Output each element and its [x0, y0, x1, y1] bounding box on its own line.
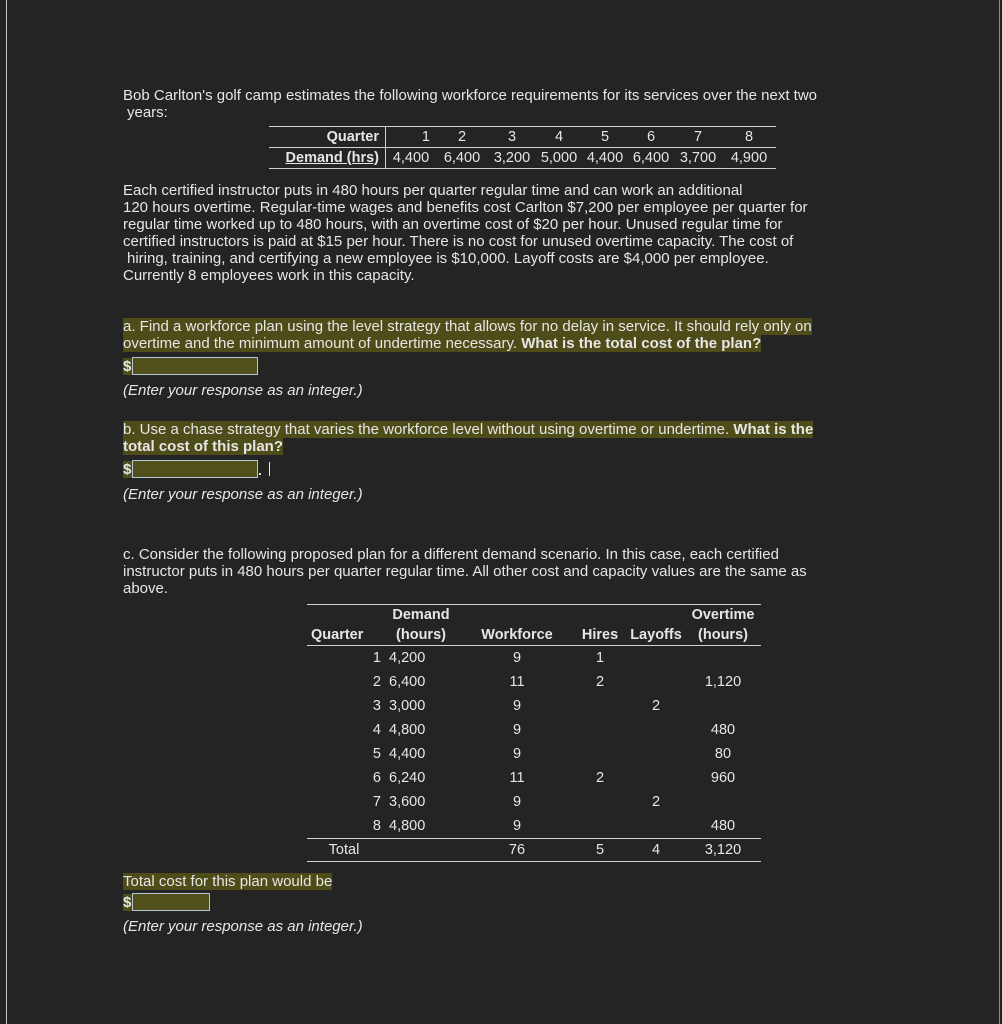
layoffs-cell — [627, 742, 685, 766]
overtime-cell: 480 — [710, 721, 736, 738]
part-b-hint: (Enter your response as an integer.) — [123, 486, 363, 503]
workforce-cell: 9 — [512, 649, 522, 666]
part-c-question — [123, 546, 913, 597]
table-row — [307, 814, 761, 839]
part-b-answer-input[interactable] — [132, 460, 258, 478]
layoffs-cell — [627, 814, 685, 839]
total-cost-label-wrap — [123, 873, 898, 890]
currency-symbol: $ — [123, 893, 132, 911]
description-line: Each certified instructor puts in 480 hours per quarter regular time and can work an additional — [123, 182, 743, 199]
demand-hours-header: (hours) — [381, 625, 461, 646]
table-row — [307, 646, 761, 671]
table-row — [307, 694, 761, 718]
total-label: Total — [307, 839, 381, 862]
demand-cell: 6,240 — [389, 769, 426, 786]
part-b-question — [123, 421, 913, 455]
demand-row — [269, 148, 776, 169]
left-frame-border — [6, 0, 7, 1024]
overtime-hours-header: (hours) — [685, 625, 761, 646]
demand-cell: 6,400 — [628, 148, 674, 169]
overtime-cell — [685, 646, 761, 671]
quarter-cell: 4 — [372, 721, 381, 738]
hires-cell: 2 — [595, 673, 605, 690]
layoffs-header: Layoffs — [627, 625, 685, 646]
demand-cell: 3,600 — [389, 793, 426, 810]
total-workforce: 76 — [461, 839, 573, 862]
demand-cell: 4,900 — [722, 148, 776, 169]
part-c-line-1: c. Consider the following proposed plan for a different demand scenario. In this case, each certified — [123, 546, 779, 563]
workforce-cell: 9 — [512, 793, 522, 810]
currency-symbol: $ — [123, 460, 132, 478]
part-a-hint: (Enter your response as an integer.) — [123, 382, 363, 399]
workforce-cell: 9 — [512, 745, 522, 762]
demand-cell: 4,800 — [389, 817, 426, 834]
right-frame-border — [999, 0, 1000, 1024]
quarter-cell: 5 — [372, 745, 381, 762]
total-row — [307, 839, 761, 862]
total-hires: 5 — [573, 839, 627, 862]
total-overtime: 3,120 — [685, 839, 761, 862]
demand-cell: 6,400 — [389, 673, 426, 690]
part-b-line-2: total cost of this plan? — [123, 438, 283, 455]
demand-cell: 3,000 — [389, 697, 426, 714]
quarter-cell: 7 — [372, 793, 381, 810]
part-a-answer-input[interactable] — [132, 357, 258, 375]
quarter-cell: 6 — [628, 127, 674, 148]
part-c-line-3: above. — [123, 580, 169, 597]
problem-description — [123, 182, 913, 284]
demand-cell: 6,400 — [436, 148, 488, 169]
part-a-line-2: overtime and the minimum amount of undertime necessary. What is the total cost of the plan? — [123, 335, 762, 352]
part-c-line-2: instructor puts in 480 hours per quarter regular time. All other cost and capacity values are the same as — [123, 563, 807, 580]
description-line: Currently 8 employees work in this capacity. — [123, 267, 415, 284]
layoffs-cell — [627, 670, 685, 694]
table-row — [307, 718, 761, 742]
table-row — [307, 670, 761, 694]
demand-cell: 4,400 — [582, 148, 628, 169]
workforce-cell: 11 — [509, 673, 525, 690]
overtime-cell — [685, 694, 761, 718]
workforce-cell: 11 — [509, 769, 525, 786]
demand-header: Demand — [381, 605, 461, 626]
demand-cell: 3,200 — [488, 148, 536, 169]
demand-cell: 4,400 — [389, 745, 426, 762]
quarter-cell: 1 — [372, 649, 381, 666]
total-demand — [381, 839, 461, 862]
hires-cell — [573, 694, 627, 718]
workforce-cell: 9 — [512, 721, 522, 738]
quarter-cell: 4 — [536, 127, 582, 148]
quarter-cell: 3 — [372, 697, 381, 714]
part-c-answer-input[interactable] — [132, 893, 210, 911]
period-mark — [259, 473, 261, 475]
table-row — [307, 766, 761, 790]
quarter-cell: 1 — [386, 127, 437, 148]
table-header-row-2 — [307, 625, 761, 646]
total-layoffs: 4 — [627, 839, 685, 862]
workforce-header: Workforce — [461, 625, 573, 646]
quarter-cell: 7 — [674, 127, 722, 148]
quarter-cell: 6 — [372, 769, 381, 786]
quarter-cell: 3 — [488, 127, 536, 148]
overtime-cell: 80 — [714, 745, 732, 762]
layoffs-cell — [627, 646, 685, 671]
hires-cell — [573, 718, 627, 742]
demand-cell: 4,200 — [389, 649, 426, 666]
layoffs-cell: 2 — [651, 793, 661, 810]
intro-line-2: years: — [127, 104, 168, 121]
overtime-header: Overtime — [685, 605, 761, 626]
demand-header: Demand (hrs) — [269, 148, 386, 169]
description-line: regular time worked up to 480 hours, with an overtime cost of $20 per hour. Unused regular time for — [123, 216, 783, 233]
proposed-plan-table — [307, 604, 761, 862]
part-b-answer-row — [123, 460, 270, 478]
total-cost-label: Total cost for this plan would be — [123, 873, 333, 890]
hires-cell: 1 — [595, 649, 605, 666]
description-line: certified instructors is paid at $15 per hour. There is no cost for unused overtime capacity. The cost of — [123, 233, 794, 250]
layoffs-cell — [627, 718, 685, 742]
hires-cell: 2 — [595, 769, 605, 786]
table-row — [307, 742, 761, 766]
part-c-hint: (Enter your response as an integer.) — [123, 918, 363, 935]
description-line: 120 hours overtime. Regular-time wages and benefits cost Carlton $7,200 per employee per quarter for — [123, 199, 808, 216]
plan-rows — [307, 646, 761, 839]
quarter-cell: 2 — [372, 673, 381, 690]
quarter-cell: 8 — [722, 127, 776, 148]
intro-text — [123, 87, 898, 121]
quarter-header: Quarter — [269, 127, 386, 148]
table-header-row-1 — [307, 605, 761, 626]
quarter-cell: 2 — [436, 127, 488, 148]
overtime-cell: 1,120 — [704, 673, 742, 690]
layoffs-cell: 2 — [651, 697, 661, 714]
demand-table — [269, 126, 776, 169]
overtime-cell — [685, 790, 761, 814]
quarter-cell: 8 — [372, 817, 381, 834]
layoffs-cell — [627, 766, 685, 790]
quarter-cell: 5 — [582, 127, 628, 148]
workforce-cell: 9 — [512, 697, 522, 714]
demand-cell: 4,800 — [389, 721, 426, 738]
quarter-row — [269, 127, 776, 148]
overtime-cell: 480 — [710, 817, 736, 834]
hires-header: Hires — [573, 625, 627, 646]
hires-cell — [573, 742, 627, 766]
currency-symbol: $ — [123, 357, 132, 375]
intro-line-1: Bob Carlton's golf camp estimates the following workforce requirements for its services over the next two — [123, 87, 817, 104]
text-cursor — [269, 462, 270, 476]
description-line: hiring, training, and certifying a new employee is $10,000. Layoff costs are $4,000 per employee. — [127, 250, 769, 267]
part-b-line-1: b. Use a chase strategy that varies the workforce level without using overtime or undertime. What is the — [123, 421, 814, 438]
quarter-header: Quarter — [307, 625, 381, 646]
part-a-question — [123, 318, 913, 352]
hires-cell — [573, 814, 627, 839]
demand-cell: 5,000 — [536, 148, 582, 169]
part-a-line-1: a. Find a workforce plan using the level strategy that allows for no delay in service. It should rely only on — [123, 318, 812, 335]
hires-cell — [573, 790, 627, 814]
overtime-cell: 960 — [710, 769, 736, 786]
demand-cell: 3,700 — [674, 148, 722, 169]
table-row — [307, 790, 761, 814]
part-a-answer-row — [123, 357, 258, 375]
workforce-cell: 9 — [512, 817, 522, 834]
part-c-answer-row — [123, 893, 210, 911]
demand-cell: 4,400 — [386, 148, 437, 169]
